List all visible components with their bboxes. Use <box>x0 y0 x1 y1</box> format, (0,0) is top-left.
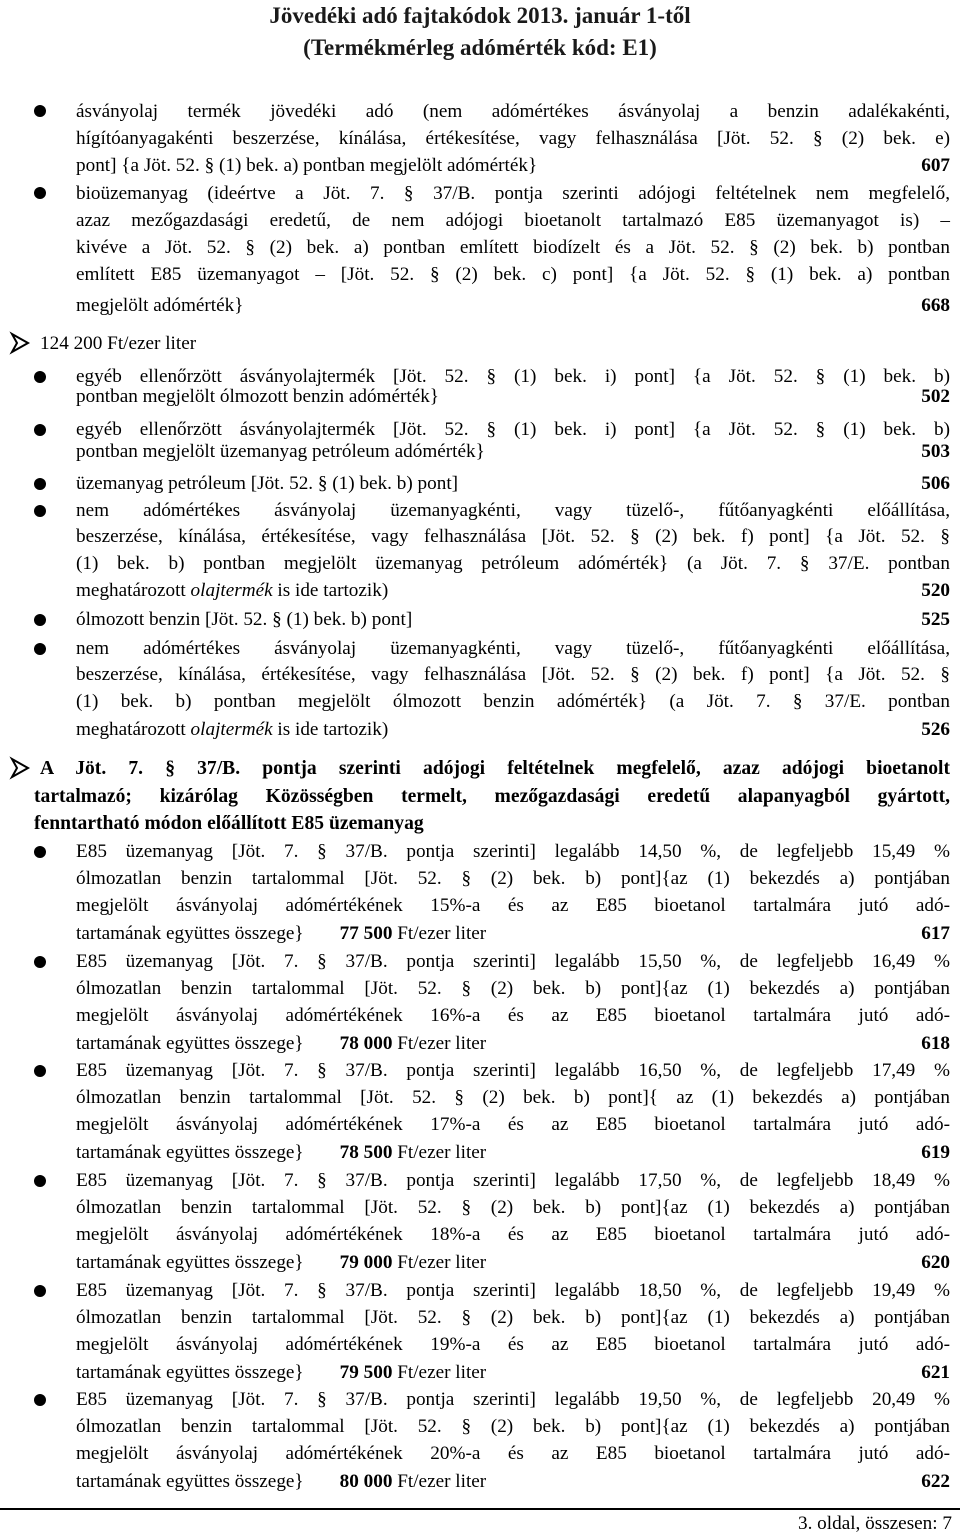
bullet-icon <box>34 846 46 858</box>
tax-code: 503 <box>921 441 950 462</box>
item-line: bioüzemanyag (ideértve a Jöt. 7. § 37/B. pontja szerinti adójogi feltételnek nem megfelelő, <box>76 183 950 204</box>
tax-code: 618 <box>921 1032 950 1054</box>
bullet-icon <box>34 1175 46 1187</box>
bullet-icon <box>34 643 46 655</box>
tax-amount: 79 000 <box>339 1251 393 1273</box>
tax-code: 622 <box>921 1470 950 1492</box>
bullet-icon <box>34 1285 46 1297</box>
item-line: (1) bek. b) pontban megjelölt üzemanyag petróleum adómérték} (a Jöt. 7. § 37/E. pontban <box>76 553 950 574</box>
tax-code: 525 <box>921 609 950 630</box>
bullet-icon <box>34 478 46 490</box>
section-heading-line: fenntartható módon előállított E85 üzemanyag <box>34 813 424 834</box>
item-line: E85 üzemanyag [Jöt. 7. § 37/B. pontja szerinti] legalább 19,50 %, de legfeljebb 20,49 % <box>76 1389 950 1410</box>
page-number: 3. oldal, összesen: 7 <box>797 1513 952 1534</box>
item-line: E85 üzemanyag [Jöt. 7. § 37/B. pontja szerinti] legalább 17,50 %, de legfeljebb 18,49 % <box>76 1170 950 1191</box>
tax-code: 619 <box>921 1141 950 1163</box>
item-line: megjelölt ásványolaj adómértékének 18%-a és az E85 bioetanol tartalmára jutó adó- <box>76 1224 950 1246</box>
bullet-icon <box>34 1065 46 1077</box>
item-text: meghatározott <box>76 580 191 601</box>
tax-amount: 80 000 <box>339 1470 393 1492</box>
tax-amount: 78 000 <box>339 1032 393 1054</box>
item-line: nem adómértékes ásványolaj üzemanyagkénti, vagy tüzelő-, fűtőanyagkénti előállítása, <box>76 500 950 521</box>
olajtermek-term: olajtermék <box>190 719 273 740</box>
bullet-icon <box>34 956 46 968</box>
bullet-icon <box>34 424 46 436</box>
item-text: is ide tartozik) <box>272 719 389 740</box>
tax-code: 506 <box>921 473 950 494</box>
page-subtitle: (Termékmérleg adómérték kód: E1) <box>303 35 657 60</box>
tax-code: 620 <box>921 1251 950 1273</box>
item-line: ólmozatlan benzin tartalommal [Jöt. 52. § (2) bek. b) pont]{az (1) bekezdés a) pontjában <box>76 1307 950 1329</box>
item-line: ólmozatlan benzin tartalommal [Jöt. 52. § (2) bek. b) pont]{az (1) bekezdés a) pontjában <box>76 978 950 1000</box>
tax-code: 621 <box>921 1361 950 1383</box>
item-line: egyéb ellenőrzött ásványolajtermék [Jöt. 52. § (1) bek. i) pont] {a Jöt. 52. § (1) bek. b) <box>76 366 950 387</box>
bullet-icon <box>34 1394 46 1406</box>
section-heading-line: tartalmazó; kizárólag Közösségben termelt, mezőgazdasági eredetű alapanyagból gyártott, <box>34 786 950 807</box>
item-line: azaz mezőgazdasági eredetű, de nem adójogi bioetanolt tartalmazó E85 üzemanyagot is) – <box>76 210 950 231</box>
footer-divider <box>0 1508 960 1510</box>
section-heading-line: A Jöt. 7. § 37/B. pontja szerinti adójogi feltételnek megfelelő, azaz adójogi bioetanolt <box>40 758 950 779</box>
item-line: beszerzése, kínálása, értékesítése, vagy felhasználása [Jöt. 52. § (2) bek. f) pont] {a Jöt. 52. § <box>76 526 950 547</box>
tax-code: 502 <box>921 386 950 407</box>
tax-unit: Ft/ezer liter <box>397 1361 487 1383</box>
item-line: E85 üzemanyag [Jöt. 7. § 37/B. pontja szerinti] legalább 14,50 %, de legfeljebb 15,49 % <box>76 841 950 862</box>
arrowhead-icon <box>8 331 32 355</box>
item-text: tartamának együttes összege} <box>76 1470 304 1492</box>
bullet-icon <box>34 505 46 517</box>
tax-code: 520 <box>921 580 950 601</box>
tax-unit: Ft/ezer liter <box>397 1141 487 1163</box>
tax-amount: 79 500 <box>339 1361 393 1383</box>
item-line: E85 üzemanyag [Jöt. 7. § 37/B. pontja szerinti] legalább 15,50 %, de legfeljebb 16,49 % <box>76 951 950 972</box>
item-text: tartamának együttes összege} <box>76 1251 304 1273</box>
item-line: megjelölt adómérték} <box>76 295 244 316</box>
item-text: pont] {a Jöt. 52. § (1) bek. a) pontban megjelölt adómérték} <box>76 155 538 176</box>
item-text: tartamának együttes összege} <box>76 1032 304 1054</box>
item-line: E85 üzemanyag [Jöt. 7. § 37/B. pontja szerinti] legalább 16,50 %, de legfeljebb 17,49 % <box>76 1060 950 1081</box>
item-line: nem adómértékes ásványolaj üzemanyagkénti, vagy tüzelő-, fűtőanyagkénti előállítása, <box>76 638 950 659</box>
item-line: ásványolaj termék jövedéki adó (nem adómértékes ásványolaj a benzin adalékakénti, <box>76 101 950 122</box>
arrowhead-icon <box>8 756 32 780</box>
tax-code: 526 <box>921 719 950 740</box>
tax-unit: Ft/ezer liter <box>397 1251 487 1273</box>
item-line: egyéb ellenőrzött ásványolajtermék [Jöt. 52. § (1) bek. i) pont] {a Jöt. 52. § (1) bek. b) <box>76 419 950 440</box>
item-line: megjelölt ásványolaj adómértékének 19%-a és az E85 bioetanol tartalmára jutó adó- <box>76 1334 950 1356</box>
tax-code: 668 <box>921 295 950 316</box>
item-text: tartamának együttes összege} <box>76 922 304 944</box>
tax-unit: Ft/ezer liter <box>397 922 487 944</box>
item-text: meghatározott <box>76 719 191 740</box>
tax-code: 607 <box>921 155 950 176</box>
tax-unit: Ft/ezer liter <box>397 1470 487 1492</box>
item-line: megjelölt ásványolaj adómértékének 17%-a és az E85 bioetanol tartalmára jutó adó- <box>76 1114 950 1136</box>
olajtermek-term: olajtermék <box>190 580 273 601</box>
item-line: pontban megjelölt üzemanyag petróleum adómérték} <box>76 441 485 462</box>
item-text: is ide tartozik) <box>272 580 389 601</box>
item-line: E85 üzemanyag [Jöt. 7. § 37/B. pontja szerinti] legalább 18,50 %, de legfeljebb 19,49 % <box>76 1280 950 1301</box>
item-line: (1) bek. b) pontban megjelölt ólmozott benzin adómérték} (a Jöt. 7. § 37/E. pontban <box>76 691 950 712</box>
item-line: pontban megjelölt ólmozott benzin adómérték} <box>76 386 440 407</box>
item-line: ólmozatlan benzin tartalommal [Jöt. 52. § (2) bek. b) pont]{az (1) bekezdés a) pontjában <box>76 1197 950 1219</box>
item-line: ólmozatlan benzin tartalommal [Jöt. 52. § (2) bek. b) pont]{ az (1) bekezdés a) pontjában <box>76 1087 950 1109</box>
bullet-icon <box>34 187 46 199</box>
item-line: ólmozatlan benzin tartalommal [Jöt. 52. § (2) bek. b) pont]{az (1) bekezdés a) pontjában <box>76 1416 950 1438</box>
tax-unit: Ft/ezer liter <box>397 1032 487 1054</box>
page-title: Jövedéki adó fajtakódok 2013. január 1-től <box>269 3 691 28</box>
item-line: hígítóanyagakénti beszerzése, kínálása, értékesítése, vagy felhasználása [Jöt. 52. § (2) bek. e) <box>76 128 950 149</box>
item-text: tartamának együttes összege} <box>76 1141 304 1163</box>
item-line: ólmozatlan benzin tartalommal [Jöt. 52. § (2) bek. b) pont]{az (1) bekezdés a) pontjában <box>76 868 950 890</box>
tax-amount: 77 500 <box>339 922 393 944</box>
item-text: tartamának együttes összege} <box>76 1361 304 1383</box>
item-line: beszerzése, kínálása, értékesítése, vagy felhasználása [Jöt. 52. § (2) bek. f) pont] {a Jöt. 52. § <box>76 664 950 685</box>
item-line: üzemanyag petróleum [Jöt. 52. § (1) bek. b) pont] <box>76 473 459 494</box>
item-line: kivéve a Jöt. 52. § (2) bek. a) pontban említett biodízelt és a Jöt. 52. § (2) bek. b) pontban <box>76 237 950 258</box>
bullet-icon <box>34 105 46 117</box>
section-heading: 124 200 Ft/ezer liter <box>40 333 197 354</box>
bullet-icon <box>34 371 46 383</box>
tax-amount: 78 500 <box>339 1141 393 1163</box>
item-line: ólmozott benzin [Jöt. 52. § (1) bek. b) pont] <box>76 609 413 630</box>
item-line: megjelölt ásványolaj adómértékének 20%-a és az E85 bioetanol tartalmára jutó adó- <box>76 1443 950 1465</box>
item-line: megjelölt ásványolaj adómértékének 16%-a és az E85 bioetanol tartalmára jutó adó- <box>76 1005 950 1027</box>
tax-code: 617 <box>921 922 950 944</box>
item-line: említett E85 üzemanyagot – [Jöt. 52. § (2) bek. c) pont] {a Jöt. 52. § (1) bek. a) pontban <box>76 264 950 285</box>
bullet-icon <box>34 614 46 626</box>
item-line: megjelölt ásványolaj adómértékének 15%-a és az E85 bioetanol tartalmára jutó adó- <box>76 895 950 917</box>
